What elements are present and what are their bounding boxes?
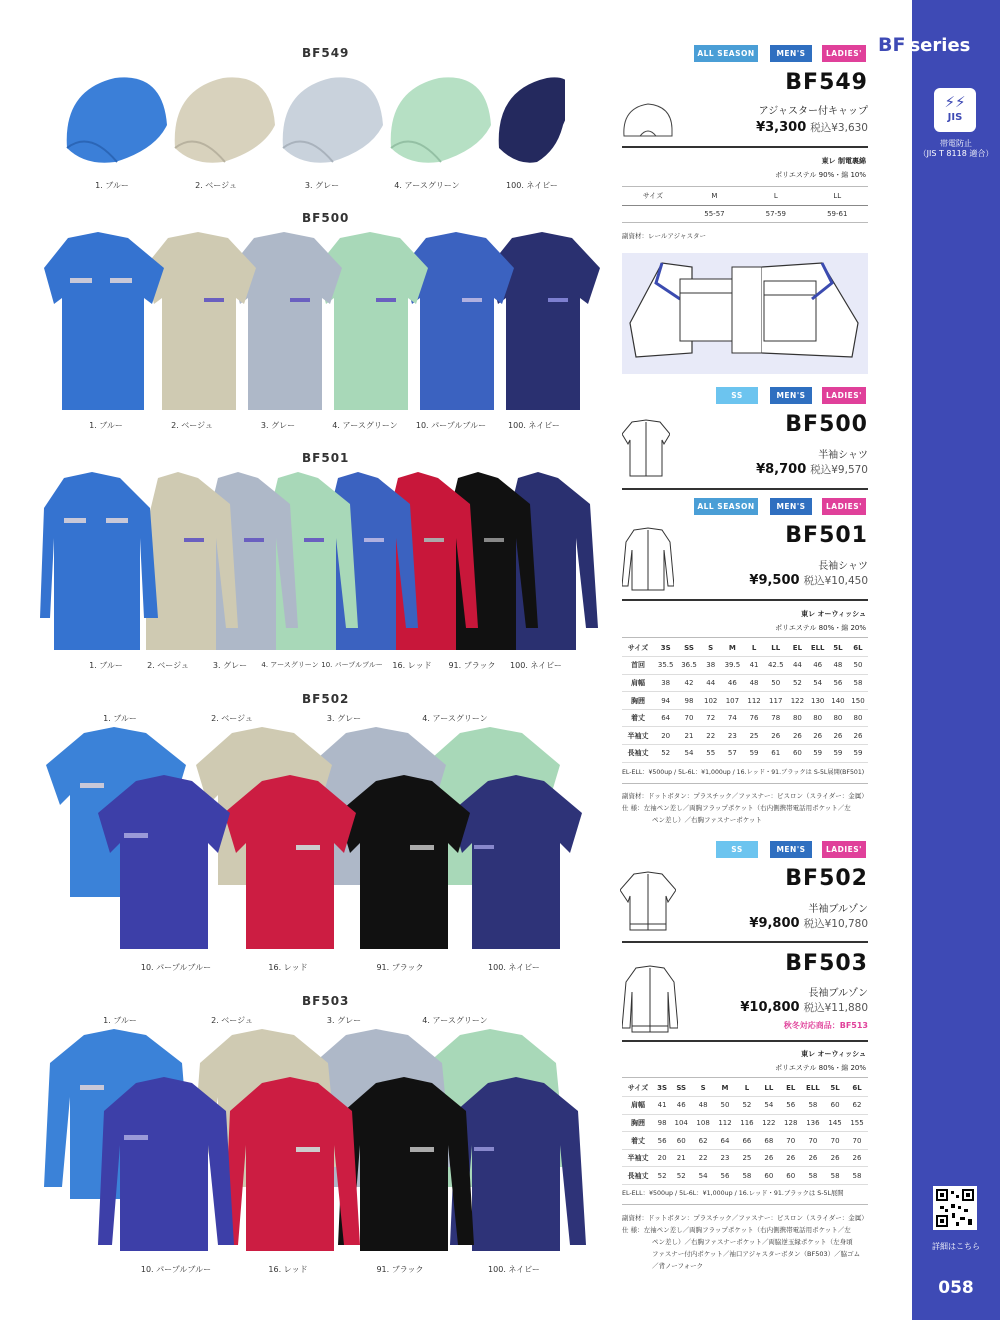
size-cell: 26 bbox=[828, 727, 848, 745]
size-header-cell: ELL bbox=[802, 1079, 824, 1097]
size-cell: 50 bbox=[848, 657, 868, 675]
size-cell: 58 bbox=[736, 1167, 758, 1185]
size-header-cell: LL bbox=[764, 639, 787, 657]
bf503-price: ¥10,800 税込¥11,880 bbox=[740, 1000, 868, 1015]
size-header-cell: 3S bbox=[654, 1079, 670, 1097]
size-header-row bbox=[622, 1079, 868, 1097]
badge-mens: MEN'S bbox=[770, 387, 812, 404]
size-cell: 136 bbox=[802, 1114, 824, 1132]
bf503-name: 長袖ブルゾン bbox=[808, 988, 868, 999]
jis-antistatic-badge: ⚡⚡ JIS bbox=[934, 88, 976, 132]
bf500-label-5: 10. パープルブルー bbox=[415, 421, 487, 430]
size-header-cell: 6L bbox=[846, 1079, 868, 1097]
bf503-maker: 東レ オーウィッシュ bbox=[801, 1050, 866, 1058]
badge-all-season: ALL SEASON bbox=[694, 498, 758, 515]
size-cell: 112 bbox=[744, 692, 764, 710]
size-cell: 20 bbox=[654, 727, 677, 745]
bf501-label-7: 91. ブラック bbox=[448, 661, 496, 670]
bf500-label-1: 1. ブルー bbox=[89, 421, 123, 430]
bf549-name: アジャスター付キャップ bbox=[758, 106, 868, 117]
size-header-cell: EL bbox=[780, 1079, 802, 1097]
bf549-maker: 東レ 制電裏綿 bbox=[821, 157, 866, 165]
size-row-label: 着丈 bbox=[622, 1132, 654, 1150]
size-row bbox=[622, 1097, 868, 1115]
size-cell: 25 bbox=[744, 727, 764, 745]
badge-mens: MEN'S bbox=[770, 841, 812, 858]
size-cell: 122 bbox=[787, 692, 807, 710]
size-cell: 76 bbox=[744, 709, 764, 727]
size-cell: 50 bbox=[764, 674, 787, 692]
cap-gray bbox=[283, 77, 383, 162]
size-row bbox=[622, 1132, 868, 1150]
bf501-label-5: 10. パープルブルー bbox=[321, 661, 383, 669]
size-cell: 70 bbox=[802, 1132, 824, 1150]
bf501-label-4: 4. アースグリーン bbox=[261, 661, 319, 669]
bf503-note: EL-ELL：¥500up / 5L-6L：¥1,000up / 16.レッド・91.ブラックは S-5L展開 bbox=[622, 1190, 844, 1197]
bf502-bottom-label-2: 16. レッド bbox=[268, 963, 308, 972]
bf501-spec-3: ペン差し）／右胸ファスナーポケット bbox=[652, 816, 762, 824]
size-row-label: 肩幅 bbox=[622, 674, 654, 692]
bf549-code: BF549 bbox=[785, 70, 868, 95]
bf503-top-label-2: 2. ベージュ bbox=[211, 1016, 253, 1025]
size-cell: 60 bbox=[787, 745, 807, 763]
size-row-label: 胸囲 bbox=[622, 692, 654, 710]
bf501-label-2: 2. ベージュ bbox=[147, 661, 189, 670]
bf500-label-3: 3. グレー bbox=[260, 421, 296, 430]
bf502-code: BF502 bbox=[785, 866, 868, 891]
bf503-rule bbox=[622, 1040, 868, 1042]
bf500-label-2: 2. ベージュ bbox=[171, 421, 213, 430]
bf502-rule bbox=[622, 941, 868, 943]
bf501-label-8: 100. ネイビー bbox=[510, 661, 562, 670]
size-cell: 98 bbox=[654, 1114, 670, 1132]
size-cell: 22 bbox=[692, 1149, 714, 1167]
bf503-blousons bbox=[40, 1027, 605, 1259]
size-cell: 56 bbox=[780, 1097, 802, 1115]
size-header-cell: ELL bbox=[807, 639, 828, 657]
bf502-top-label-1: 1. ブルー bbox=[103, 714, 137, 723]
size-cell: 80 bbox=[807, 709, 828, 727]
size-row bbox=[622, 727, 868, 745]
size-header-cell: SS bbox=[677, 639, 700, 657]
size-cell: 21 bbox=[677, 727, 700, 745]
bf549-table-bottom bbox=[622, 222, 868, 223]
bf503-spec-2: 仕 様：左袖ペン差し／両胸フラップポケット（右内側携帯電話用ポケット／左 bbox=[622, 1226, 851, 1234]
size-header-cell: M bbox=[714, 1079, 736, 1097]
size-cell: 56 bbox=[714, 1167, 736, 1185]
bf503-top-label-1: 1. ブルー bbox=[103, 1016, 137, 1025]
bf501-name: 長袖シャツ bbox=[818, 561, 868, 572]
size-cell: 23 bbox=[714, 1149, 736, 1167]
bf549-label-5: 100. ネイビー bbox=[506, 181, 558, 190]
size-cell: 39.5 bbox=[721, 657, 744, 675]
size-cell: 52 bbox=[654, 745, 677, 763]
size-cell: 35.5 bbox=[654, 657, 677, 675]
bf503-thin-rule bbox=[622, 1077, 868, 1078]
size-row bbox=[622, 1114, 868, 1132]
badge-mens: MEN'S bbox=[770, 498, 812, 515]
size-cell: 117 bbox=[764, 692, 787, 710]
size-cell: 56 bbox=[828, 674, 848, 692]
bf549-price: ¥3,300 税込¥3,630 bbox=[756, 120, 868, 135]
short-blouson-sketch bbox=[620, 870, 676, 936]
size-cell: 54 bbox=[692, 1167, 714, 1185]
antistatic-caption: 帯電防止 （JIS T 8118 適合） bbox=[918, 139, 994, 158]
bf501-size-table bbox=[622, 639, 868, 763]
size-cell: 46 bbox=[721, 674, 744, 692]
size-cell: 59 bbox=[848, 745, 868, 763]
series-title: BF series bbox=[878, 34, 971, 56]
size-cell: 58 bbox=[846, 1167, 868, 1185]
size-cell: 50 bbox=[714, 1097, 736, 1115]
size-row bbox=[622, 674, 868, 692]
bf500-code: BF500 bbox=[785, 412, 868, 437]
size-cell: 112 bbox=[714, 1114, 736, 1132]
bf503-size-table bbox=[622, 1079, 868, 1185]
size-cell: 130 bbox=[807, 692, 828, 710]
size-cell: 128 bbox=[780, 1114, 802, 1132]
size-cell: 80 bbox=[848, 709, 868, 727]
size-cell: 41 bbox=[654, 1097, 670, 1115]
bf500-shirts bbox=[42, 228, 602, 417]
size-header-cell: M bbox=[721, 639, 744, 657]
long-blouson-sketch bbox=[622, 964, 678, 1038]
size-cell: 38 bbox=[701, 657, 721, 675]
bf501-code: BF501 bbox=[785, 523, 868, 548]
size-cell: 26 bbox=[846, 1149, 868, 1167]
badge-all-season: ALL SEASON bbox=[694, 45, 758, 62]
bf503-code: BF503 bbox=[785, 951, 868, 976]
size-cell: 21 bbox=[670, 1149, 692, 1167]
qr-code-icon[interactable] bbox=[933, 1186, 977, 1230]
bf502-bottom-label-4: 100. ネイビー bbox=[488, 963, 540, 972]
size-cell: 22 bbox=[701, 727, 721, 745]
bf501-note: EL-ELL：¥500up / 5L-6L：¥1,000up / 16.レッド・91.ブラックは S-5L展開(BF501) bbox=[622, 769, 865, 776]
bf502-bottom-label-1: 10. パープルブルー bbox=[140, 963, 212, 972]
bf503-bottom-label-4: 100. ネイビー bbox=[488, 1265, 540, 1274]
size-header-cell: EL bbox=[787, 639, 807, 657]
badge-ladies: LADIES' bbox=[822, 841, 866, 858]
size-row bbox=[622, 745, 868, 763]
bf502-name: 半袖ブルゾン bbox=[808, 904, 868, 915]
size-header-cell: 6L bbox=[848, 639, 868, 657]
size-cell: 80 bbox=[828, 709, 848, 727]
size-header-cell: L bbox=[744, 639, 764, 657]
bf502-top-label-3: 3. グレー bbox=[326, 714, 362, 723]
size-cell: 64 bbox=[654, 709, 677, 727]
size-cell: 52 bbox=[787, 674, 807, 692]
bf500-section-title: BF500 bbox=[302, 211, 350, 225]
cap-blue bbox=[67, 77, 167, 162]
bf501-spec-1: 副資材：ドットボタン：プラスチック／ファスナー：ビスロン（スライダー：金属） bbox=[622, 792, 868, 800]
size-cell: 64 bbox=[714, 1132, 736, 1150]
size-cell: 46 bbox=[670, 1097, 692, 1115]
size-cell: 74 bbox=[721, 709, 744, 727]
bf549-material: ポリエステル 90%・綿 10% bbox=[775, 171, 866, 179]
size-cell: 46 bbox=[807, 657, 828, 675]
long-shirt-sketch bbox=[622, 526, 674, 596]
size-cell: 26 bbox=[758, 1149, 780, 1167]
size-cell: 60 bbox=[780, 1167, 802, 1185]
page-number: 058 bbox=[938, 1278, 974, 1298]
size-cell: 54 bbox=[677, 745, 700, 763]
size-header-cell: LL bbox=[758, 1079, 780, 1097]
size-row-label: 首回 bbox=[622, 657, 654, 675]
lightning-bolt-icon: ⚡⚡ bbox=[944, 93, 966, 111]
size-cell: 26 bbox=[780, 1149, 802, 1167]
bf500-label-6: 100. ネイビー bbox=[508, 421, 560, 430]
size-cell: 26 bbox=[824, 1149, 846, 1167]
bf503-top-label-4: 4. アースグリーン bbox=[422, 1016, 488, 1025]
bf500-label-4: 4. アースグリーン bbox=[332, 421, 398, 430]
size-row bbox=[622, 1149, 868, 1167]
size-cell: 60 bbox=[670, 1132, 692, 1150]
size-row bbox=[622, 709, 868, 727]
size-header-cell: サイズ bbox=[622, 639, 654, 657]
size-cell: 48 bbox=[744, 674, 764, 692]
size-cell: 25 bbox=[736, 1149, 758, 1167]
bf501-shirts bbox=[40, 468, 605, 657]
size-cell: 36.5 bbox=[677, 657, 700, 675]
bf503-note-rule bbox=[622, 1204, 868, 1205]
bf549-label-4: 4. アースグリーン bbox=[394, 181, 460, 190]
size-cell: 57 bbox=[721, 745, 744, 763]
bf503-bottom-label-1: 10. パープルブルー bbox=[140, 1265, 212, 1274]
size-row-label: 胸囲 bbox=[622, 1114, 654, 1132]
bf502-price: ¥9,800 税込¥10,780 bbox=[749, 916, 868, 931]
badge-ss: SS bbox=[716, 841, 758, 858]
bf501-note-rule bbox=[622, 783, 868, 784]
pocket-detail-illustration bbox=[622, 253, 868, 374]
size-header-cell: L bbox=[736, 1079, 758, 1097]
size-cell: 62 bbox=[692, 1132, 714, 1150]
size-header-row bbox=[622, 639, 868, 657]
size-cell: 78 bbox=[764, 709, 787, 727]
size-cell: 70 bbox=[677, 709, 700, 727]
bf549-label-3: 3. グレー bbox=[304, 181, 340, 190]
size-row-label: 半袖丈 bbox=[622, 727, 654, 745]
size-cell: 122 bbox=[758, 1114, 780, 1132]
bf503-bottom-label-2: 16. レッド bbox=[268, 1265, 308, 1274]
size-cell: 108 bbox=[692, 1114, 714, 1132]
size-cell: 60 bbox=[824, 1097, 846, 1115]
size-cell: 52 bbox=[736, 1097, 758, 1115]
size-cell: 59 bbox=[744, 745, 764, 763]
size-cell: 58 bbox=[824, 1167, 846, 1185]
size-cell: 41 bbox=[744, 657, 764, 675]
badge-mens: MEN'S bbox=[770, 45, 812, 62]
bf501-thin-rule bbox=[622, 637, 868, 638]
bf503-spec-4: ファスナー付内ポケット／袖口アジャスターボタン（BF503）／脇ゴム bbox=[652, 1250, 861, 1258]
size-header-cell: S bbox=[701, 639, 721, 657]
size-cell: 54 bbox=[758, 1097, 780, 1115]
size-cell: 62 bbox=[846, 1097, 868, 1115]
size-cell: 26 bbox=[764, 727, 787, 745]
size-cell: 58 bbox=[802, 1167, 824, 1185]
size-cell: 52 bbox=[654, 1167, 670, 1185]
size-cell: 116 bbox=[736, 1114, 758, 1132]
size-header-cell: 5L bbox=[828, 639, 848, 657]
bf503-spec-1: 副資材：ドットボタン：プラスチック／ファスナー：ビスロン（スライダー：金属） bbox=[622, 1214, 868, 1222]
bf503-section-title: BF503 bbox=[302, 994, 350, 1008]
bf502-bottom-label-3: 91. ブラック bbox=[376, 963, 424, 972]
badge-ladies: LADIES' bbox=[822, 387, 866, 404]
badge-ladies: LADIES' bbox=[822, 45, 866, 62]
bf501-label-6: 16. レッド bbox=[392, 661, 432, 670]
size-row-label: 長袖丈 bbox=[622, 1167, 654, 1185]
bf501-price: ¥9,500 税込¥10,450 bbox=[749, 573, 868, 588]
size-cell: 48 bbox=[692, 1097, 714, 1115]
size-cell: 58 bbox=[802, 1097, 824, 1115]
size-cell: 150 bbox=[848, 692, 868, 710]
bf549-rule bbox=[622, 146, 868, 148]
bf549-label-1: 1. ブルー bbox=[95, 181, 129, 190]
size-cell: 23 bbox=[721, 727, 744, 745]
size-cell: 55 bbox=[701, 745, 721, 763]
size-cell: 26 bbox=[807, 727, 828, 745]
bf501-section-title: BF501 bbox=[302, 451, 350, 465]
size-cell: 42 bbox=[677, 674, 700, 692]
size-row bbox=[622, 657, 868, 675]
size-cell: 44 bbox=[787, 657, 807, 675]
size-header-cell: S bbox=[692, 1079, 714, 1097]
size-cell: 38 bbox=[654, 674, 677, 692]
bf549-label-2: 2. ベージュ bbox=[195, 181, 237, 190]
bf500-name: 半袖シャツ bbox=[818, 450, 868, 461]
badge-ladies: LADIES' bbox=[822, 498, 866, 515]
bf503-bottom-label-3: 91. ブラック bbox=[376, 1265, 424, 1274]
size-header-cell: 5L bbox=[824, 1079, 846, 1097]
size-cell: 66 bbox=[736, 1132, 758, 1150]
size-row-label: 肩幅 bbox=[622, 1097, 654, 1115]
bf503-autumn-note: 秋冬対応商品：BF513 bbox=[783, 1021, 868, 1030]
size-header-cell: SS bbox=[670, 1079, 692, 1097]
size-row-label: 半袖丈 bbox=[622, 1149, 654, 1167]
size-cell: 140 bbox=[828, 692, 848, 710]
size-row-label: 着丈 bbox=[622, 709, 654, 727]
size-cell: 56 bbox=[654, 1132, 670, 1150]
cap-sketch bbox=[620, 100, 676, 144]
size-row bbox=[622, 692, 868, 710]
size-cell: 42.5 bbox=[764, 657, 787, 675]
bf501-spec-2: 仕 様：左袖ペン差し／両胸フラップポケット（右内側携帯電話用ポケット／左 bbox=[622, 804, 851, 812]
size-cell: 72 bbox=[701, 709, 721, 727]
cap-navy bbox=[499, 77, 565, 162]
badge-ss: SS bbox=[716, 387, 758, 404]
bf503-spec-5: ／背ノーフォーク bbox=[652, 1262, 704, 1270]
bf501-label-3: 3. グレー bbox=[212, 661, 248, 670]
size-cell: 80 bbox=[787, 709, 807, 727]
size-cell: 155 bbox=[846, 1114, 868, 1132]
size-cell: 102 bbox=[701, 692, 721, 710]
size-cell: 145 bbox=[824, 1114, 846, 1132]
size-cell: 60 bbox=[758, 1167, 780, 1185]
size-cell: 52 bbox=[670, 1167, 692, 1185]
size-cell: 98 bbox=[677, 692, 700, 710]
size-cell: 107 bbox=[721, 692, 744, 710]
size-row-label: 長袖丈 bbox=[622, 745, 654, 763]
bf501-label-1: 1. ブルー bbox=[89, 661, 123, 670]
bf549-sub-material: 副資材：レールアジャスター bbox=[622, 232, 706, 240]
size-cell: 26 bbox=[802, 1149, 824, 1167]
size-cell: 94 bbox=[654, 692, 677, 710]
bf502-top-label-2: 2. ベージュ bbox=[211, 714, 253, 723]
size-cell: 26 bbox=[848, 727, 868, 745]
size-cell: 70 bbox=[846, 1132, 868, 1150]
bf549-section-title: BF549 bbox=[302, 46, 350, 60]
bf503-material: ポリエステル 80%・綿 20% bbox=[775, 1064, 866, 1072]
bf549-size-table: サイズ M L LL 55-57 57-59 59-61 bbox=[622, 187, 868, 223]
bf503-top-label-3: 3. グレー bbox=[326, 1016, 362, 1025]
size-row bbox=[622, 1167, 868, 1185]
size-cell: 58 bbox=[848, 674, 868, 692]
size-header-cell: サイズ bbox=[622, 1079, 654, 1097]
size-cell: 48 bbox=[828, 657, 848, 675]
bf501-rule bbox=[622, 599, 868, 601]
short-shirt-sketch bbox=[622, 418, 670, 482]
size-cell: 104 bbox=[670, 1114, 692, 1132]
bf503-spec-3: ペン差し）／右胸ファスナーポケット／両脇逆玉縁ポケット（左身頃 bbox=[652, 1238, 853, 1246]
size-cell: 59 bbox=[828, 745, 848, 763]
bf502-top-label-4: 4. アースグリーン bbox=[422, 714, 488, 723]
bf549-caps bbox=[55, 70, 565, 174]
size-cell: 20 bbox=[654, 1149, 670, 1167]
bf501-maker: 東レ オーウィッシュ bbox=[801, 610, 866, 618]
size-cell: 68 bbox=[758, 1132, 780, 1150]
cap-earth-green bbox=[391, 77, 491, 162]
size-cell: 44 bbox=[701, 674, 721, 692]
bf501-material: ポリエステル 80%・綿 20% bbox=[775, 624, 866, 632]
cap-beige bbox=[175, 77, 275, 162]
bf500-price: ¥8,700 税込¥9,570 bbox=[756, 462, 868, 477]
size-cell: 70 bbox=[780, 1132, 802, 1150]
bf500-rule bbox=[622, 488, 868, 490]
bf502-blousons bbox=[40, 725, 605, 957]
series-sidebar bbox=[912, 0, 1000, 1320]
size-cell: 54 bbox=[807, 674, 828, 692]
size-header-cell: 3S bbox=[654, 639, 677, 657]
size-cell: 61 bbox=[764, 745, 787, 763]
size-cell: 70 bbox=[824, 1132, 846, 1150]
qr-label: 詳細はこちら bbox=[932, 1242, 980, 1251]
bf502-section-title: BF502 bbox=[302, 692, 350, 706]
size-cell: 26 bbox=[787, 727, 807, 745]
size-cell: 59 bbox=[807, 745, 828, 763]
